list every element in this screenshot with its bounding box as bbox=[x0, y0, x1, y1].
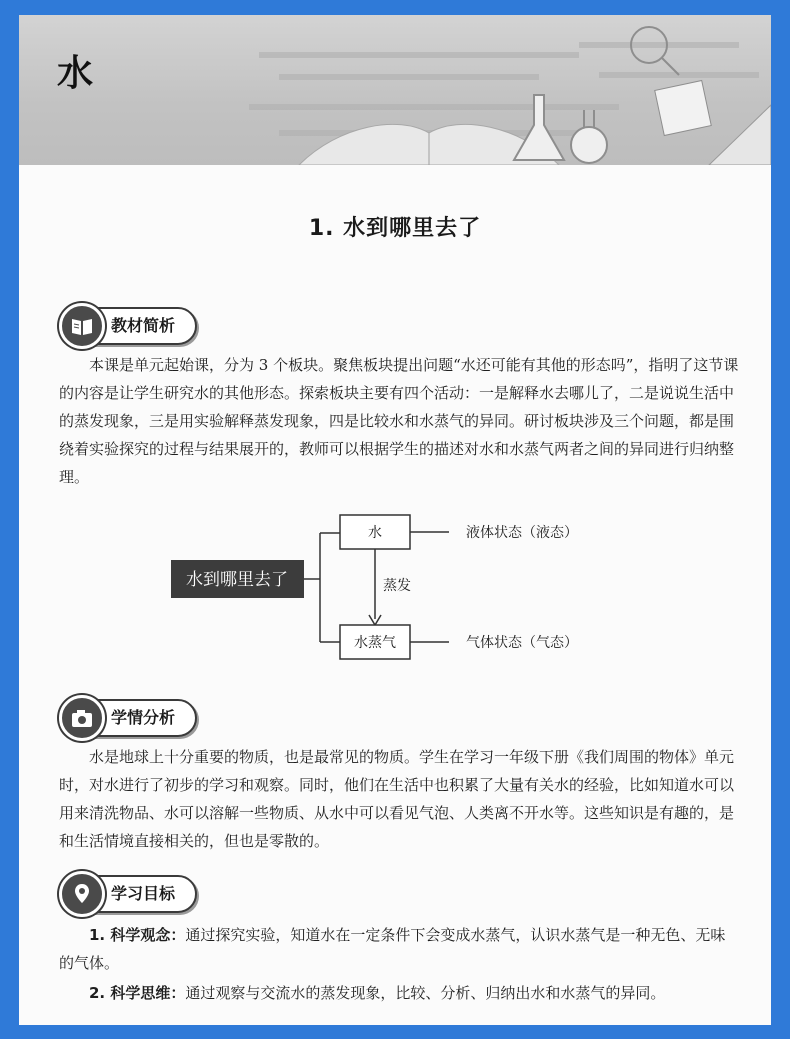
chapter-title: 水 bbox=[57, 53, 94, 94]
section-heading: 学习目标 bbox=[75, 875, 197, 913]
goal-label: 1. 科学观念： bbox=[89, 926, 186, 944]
diagram-vapor-label: 水蒸气 bbox=[354, 635, 396, 651]
diagram-root-label: 水到哪里去了 bbox=[186, 570, 288, 590]
learner-text: 水是地球上十分重要的物质，也是最常见的物质。学生在学习一年级下册《我们周围的物体》单元时，对水进行了初步的学习和观察。同时，他们在生活中也积累了大量有关水的经验，比如知道水可以用来清洗物品、水可以溶解一些物质、从水中可以看见气泡、人类离不开水等。这些知识是有趣的，是和生活情境直接相关的，但也是零散的。 bbox=[59, 748, 735, 850]
camera-icon bbox=[59, 695, 105, 741]
diagram-arrow-label: 蒸发 bbox=[383, 578, 411, 594]
textbook-paragraph bbox=[59, 351, 739, 491]
chapter-banner bbox=[19, 15, 771, 165]
diagram-gas-state: 气体状态（气态） bbox=[466, 635, 578, 651]
goal-text: 通过观察与交流水的蒸发现象，比较、分析、归纳出水和水蒸气的异同。 bbox=[185, 984, 666, 1002]
book-icon bbox=[59, 303, 105, 349]
goal-item-2 bbox=[59, 979, 739, 1007]
learner-paragraph bbox=[59, 743, 739, 855]
location-pin-icon bbox=[59, 871, 105, 917]
concept-diagram bbox=[19, 505, 771, 675]
diagram-water-label: 水 bbox=[368, 525, 382, 541]
banner-illustration bbox=[19, 15, 771, 165]
lesson-title: 1. 水到哪里去了 bbox=[308, 216, 482, 241]
goal-label: 2. 科学思维： bbox=[89, 984, 186, 1002]
goal-item-1 bbox=[59, 921, 739, 977]
section-heading: 教材简析 bbox=[75, 307, 197, 345]
section-heading: 学情分析 bbox=[75, 699, 197, 737]
page bbox=[19, 15, 771, 1025]
diagram-liquid-state: 液体状态（液态） bbox=[466, 525, 578, 541]
goal-text: 通过探究实验，知道水在一定条件下会变成水蒸气，认识水蒸气是一种无色、无味的气体。 bbox=[59, 926, 726, 972]
textbook-text: 本课是单元起始课，分为 3 个板块。聚焦板块提出问题“水还可能有其他的形态吗”，指明了这节课的内容是让学生研究水的其他形态。探索板块主要有四个活动：一是解释水去哪儿了，二是说说生活中的蒸发现象，三是用实验解释蒸发现象，四是比较水和水蒸气的异同。研讨板块涉及三个问题，都是围绕着实验探究的过程与结果展开的，教师可以根据学生的描述对水和水蒸气两者之间的异同进行归纳整理。 bbox=[59, 356, 739, 486]
